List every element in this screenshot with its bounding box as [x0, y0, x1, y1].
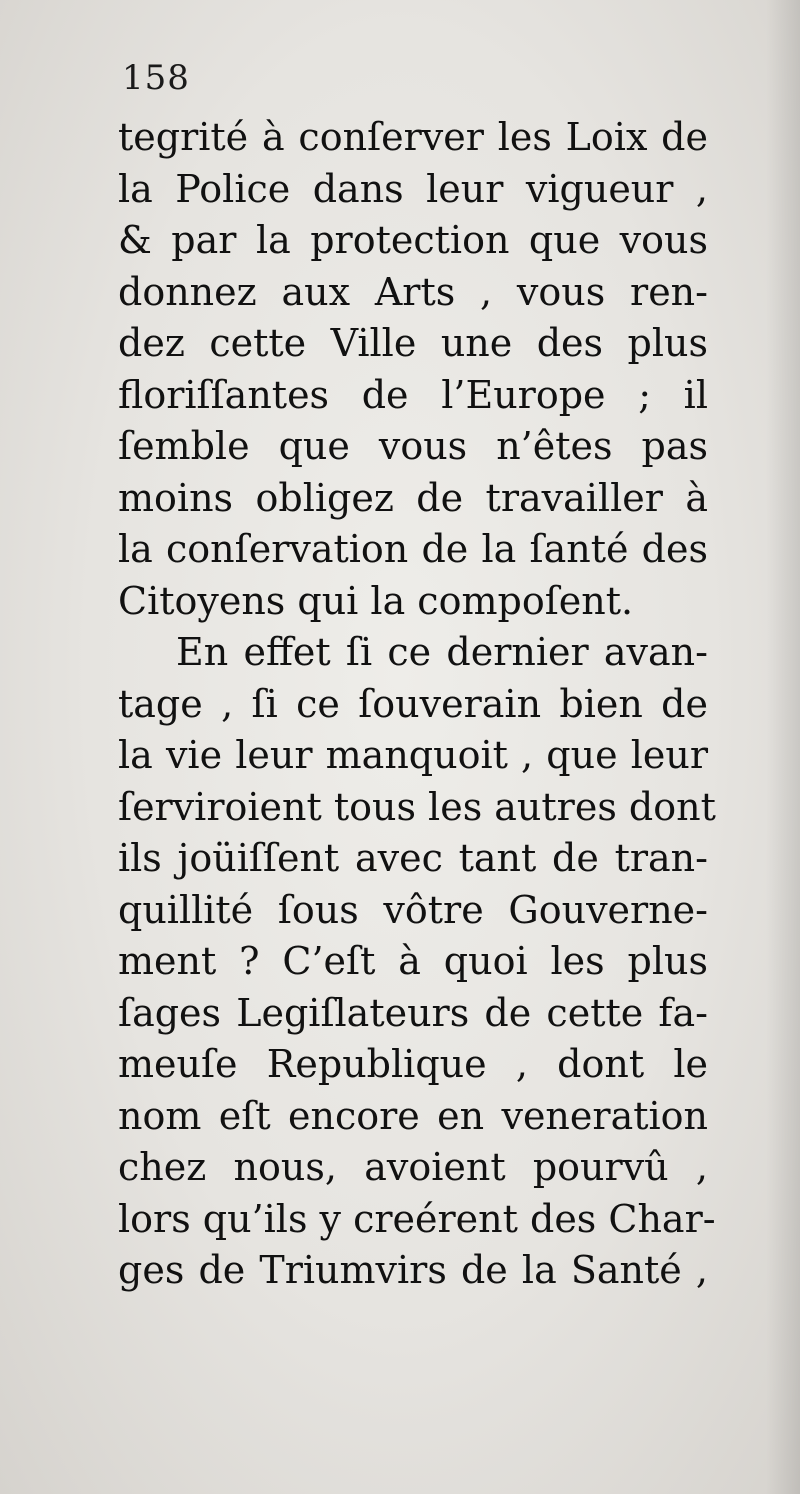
page-number: 158: [122, 58, 190, 98]
text-line: donnez aux Arts , vous ren-: [118, 269, 708, 314]
text-line: ſerviroient tous les autres dont: [118, 784, 716, 829]
page-edge-shadow: [766, 0, 800, 1494]
text-line: moins obligez de travailler à: [118, 475, 708, 520]
text-line: ſemble que vous n’êtes pas: [118, 424, 708, 468]
text-line: la vie leur manquoit , que leur: [118, 733, 708, 777]
text-line: tegrité à conſerver les Loix de: [118, 115, 708, 159]
text-line: tage , ſi ce ſouverain bien de: [118, 681, 708, 726]
text-line: quillité ſous vôtre Gouverne-: [118, 887, 708, 932]
paragraph-start-line: En effet ſi ce dernier avan-: [176, 630, 708, 674]
text-line: ges de Triumvirs de la Santé ,: [118, 1248, 708, 1292]
text-line: nom eſt encore en veneration: [118, 1093, 708, 1138]
page-text: [118, 112, 716, 1297]
text-line: floriſſantes de l’Europe ; il: [118, 372, 708, 417]
text-line: lors qu’ils y creérent des Char-: [118, 1196, 716, 1241]
text-line: dez cette Ville une des plus: [118, 321, 708, 365]
text-line: la conſervation de la ſanté des: [118, 527, 708, 571]
text-line: chez nous, avoient pourvû ,: [118, 1145, 708, 1189]
text-line: ſages Legiſlateurs de cette fa-: [118, 990, 708, 1035]
text-line: la Police dans leur vigueur ,: [118, 166, 708, 211]
text-line: meuſe Republique , dont le: [118, 1042, 708, 1086]
text-line: ment ? C’eſt à quoi les plus: [118, 939, 708, 983]
text-line: ils joüiſſent avec tant de tran-: [118, 836, 708, 880]
text-line: Citoyens qui la compoſent.: [118, 578, 634, 623]
text-line: & par la protection que vous: [118, 218, 708, 262]
